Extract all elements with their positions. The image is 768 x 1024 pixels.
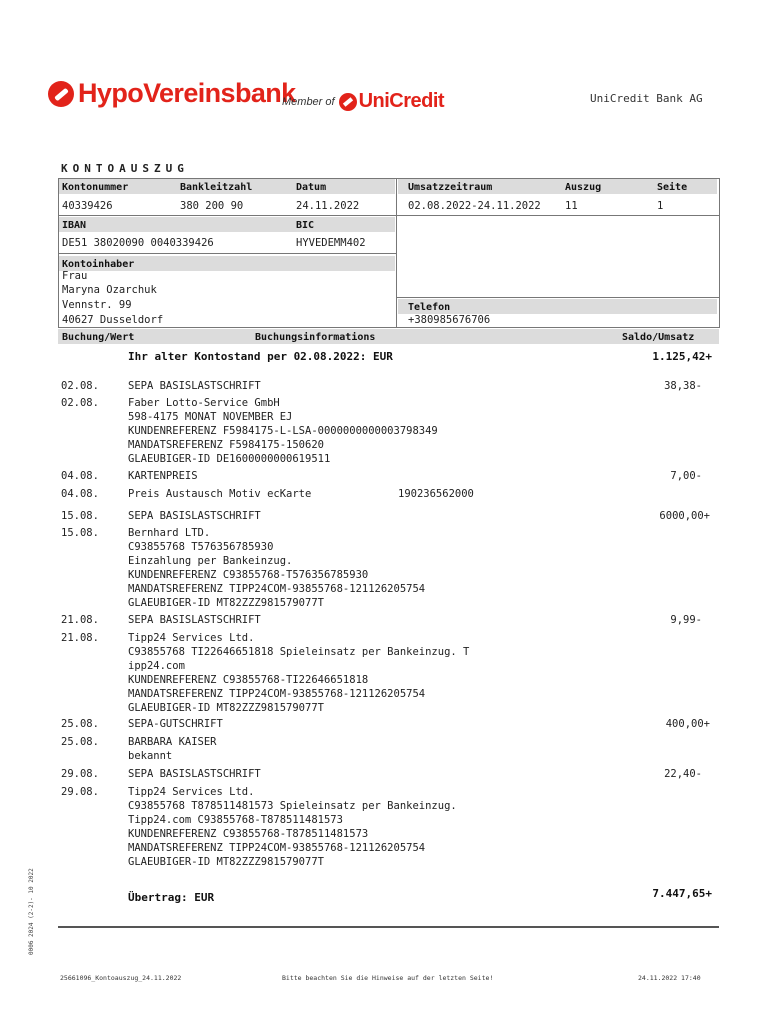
tx-amount: 7,00- <box>670 470 702 482</box>
tx-detail: ipp24.com <box>128 660 185 672</box>
opening-balance-label: Ihr alter Kontostand per 02.08.2022: EUR <box>128 350 393 363</box>
logo-text: HypoVereinsbank <box>78 78 296 108</box>
label-iban: IBAN <box>62 220 87 231</box>
tx-detail: KUNDENREFERENZ C93855768-T576356785930 <box>128 569 369 581</box>
tx-amount: 9,99- <box>670 614 702 626</box>
tx-date: 25.08. <box>61 718 99 730</box>
holder-salutation: Frau <box>62 270 88 282</box>
value-bic: HYVEDEMM402 <box>296 237 366 249</box>
label-seite: Seite <box>657 182 688 193</box>
tx-amount: 38,38- <box>664 380 702 392</box>
tx-detail: MANDATSREFERENZ TIPP24COM-93855768-121126205754 <box>128 842 426 854</box>
tx-card-number: 190236562000 <box>398 488 474 500</box>
member-of-unicredit <box>282 90 444 113</box>
label-datum: Datum <box>296 182 327 193</box>
tx-type: SEPA BASISLASTSCHRIFT <box>128 768 261 780</box>
value-seite: 1 <box>657 200 664 212</box>
tx-value-date: 04.08. <box>61 488 99 500</box>
opening-balance-amount: 1.125,42+ <box>652 350 712 363</box>
tx-type: KARTENPREIS <box>128 470 198 482</box>
holder-name: Maryna Ozarchuk <box>62 284 157 296</box>
label-kontonummer: Kontonummer <box>62 182 129 193</box>
tx-detail: GLAEUBIGER-ID MT82ZZZ981579077T <box>128 856 324 868</box>
tx-date: 21.08. <box>61 614 99 626</box>
unicredit-text: UniCredit <box>358 90 445 112</box>
tx-type: SEPA BASISLASTSCHRIFT <box>128 510 261 522</box>
tx-value-date: 15.08. <box>61 527 99 539</box>
tx-detail: Tipp24 Services Ltd. <box>128 632 255 644</box>
holder-street: Vennstr. 99 <box>62 299 132 311</box>
unicredit-logo-icon <box>339 93 357 111</box>
member-of-text: Member of <box>282 95 335 108</box>
tx-date: 15.08. <box>61 510 99 522</box>
tx-detail: MANDATSREFERENZ F5984175-150620 <box>128 439 324 451</box>
label-auszug: Auszug <box>565 182 602 193</box>
holder-city: 40627 Dusseldorf <box>62 314 164 326</box>
value-telefon: +380985676706 <box>408 314 491 326</box>
tx-detail: 598-4175 MONAT NOVEMBER EJ <box>128 411 293 423</box>
tx-detail: C93855768 T878511481573 Spieleinsatz per Bankeinzug. <box>128 800 457 812</box>
bank-name: UniCredit Bank AG <box>590 92 703 105</box>
col-saldo: Saldo/Umsatz <box>622 332 695 343</box>
tx-value-date: 29.08. <box>61 786 99 798</box>
value-datum: 24.11.2022 <box>296 200 360 212</box>
tx-detail: Tipp24 Services Ltd. <box>128 786 255 798</box>
tx-detail: Bernhard LTD. <box>128 527 211 539</box>
value-iban: DE51 38020090 0040339426 <box>62 237 214 249</box>
tx-type: SEPA BASISLASTSCHRIFT <box>128 614 261 626</box>
tx-amount: 6000,00+ <box>659 510 710 522</box>
tx-value-date: 25.08. <box>61 736 99 748</box>
tx-detail: Preis Austausch Motiv ecKarte <box>128 488 312 500</box>
tx-type: SEPA BASISLASTSCHRIFT <box>128 380 261 392</box>
tx-detail: bekannt <box>128 750 173 762</box>
tx-detail: MANDATSREFERENZ TIPP24COM-93855768-121126205754 <box>128 688 426 700</box>
tx-detail: C93855768 T576356785930 <box>128 541 274 553</box>
tx-detail: BARBARA KAISER <box>128 736 217 748</box>
tx-detail: Tipp24.com C93855768-T878511481573 <box>128 814 343 826</box>
tx-amount: 400,00+ <box>665 718 710 730</box>
tx-detail: Faber Lotto-Service GmbH <box>128 397 280 409</box>
label-telefon: Telefon <box>408 302 451 313</box>
hypovereinsbank-logo <box>48 78 296 109</box>
tx-detail: GLAEUBIGER-ID MT82ZZZ981579077T <box>128 702 324 714</box>
label-kontoinhaber: Kontoinhaber <box>62 259 135 270</box>
tx-value-date: 02.08. <box>61 397 99 409</box>
tx-detail: GLAEUBIGER-ID MT82ZZZ981579077T <box>128 597 324 609</box>
tx-detail: GLAEUBIGER-ID DE1600000000619511 <box>128 453 331 465</box>
tx-detail: KUNDENREFERENZ C93855768-T878511481573 <box>128 828 369 840</box>
value-kontonummer: 40339426 <box>62 200 113 212</box>
tx-detail: MANDATSREFERENZ TIPP24COM-93855768-121126205754 <box>128 583 426 595</box>
tx-date: 04.08. <box>61 470 99 482</box>
label-bic: BIC <box>296 220 315 231</box>
value-auszug: 11 <box>565 200 578 212</box>
hvb-logo-icon <box>48 81 74 107</box>
carry-over-label: Übertrag: EUR <box>128 891 215 904</box>
side-form-code: 0006 2024 (2-2)- 10 2022 <box>28 868 35 955</box>
statement-title: KONTOAUSZUG <box>61 162 189 175</box>
tx-date: 29.08. <box>61 768 99 780</box>
bottom-divider <box>58 926 719 928</box>
tx-type: SEPA-GUTSCHRIFT <box>128 718 223 730</box>
col-info: Buchungsinformations <box>255 332 376 343</box>
tx-value-date: 21.08. <box>61 632 99 644</box>
columns-header-bar <box>58 329 719 344</box>
tx-date: 02.08. <box>61 380 99 392</box>
tx-detail: KUNDENREFERENZ C93855768-TI22646651818 <box>128 674 369 686</box>
footer-filename: 25661096_Kontoauszug_24.11.2022 <box>60 974 182 982</box>
label-bankleitzahl: Bankleitzahl <box>180 182 253 193</box>
footer-notice: Bitte beachten Sie die Hinweise auf der letzten Seite! <box>282 974 494 982</box>
tx-amount: 22,40- <box>664 768 702 780</box>
value-umsatzzeitraum: 02.08.2022-24.11.2022 <box>408 200 541 212</box>
tx-detail: C93855768 TI22646651818 Spieleinsatz per Bankeinzug. T <box>128 646 470 658</box>
footer-timestamp: 24.11.2022 17:40 <box>638 974 701 982</box>
tx-detail: KUNDENREFERENZ F5984175-L-LSA-0000000000003798349 <box>128 425 438 437</box>
col-buchung: Buchung/Wert <box>62 332 135 343</box>
label-umsatzzeitraum: Umsatzzeitraum <box>408 182 493 193</box>
tx-detail: Einzahlung per Bankeinzug. <box>128 555 293 567</box>
value-bankleitzahl: 380 200 90 <box>180 200 244 212</box>
carry-over-amount: 7.447,65+ <box>652 887 712 900</box>
